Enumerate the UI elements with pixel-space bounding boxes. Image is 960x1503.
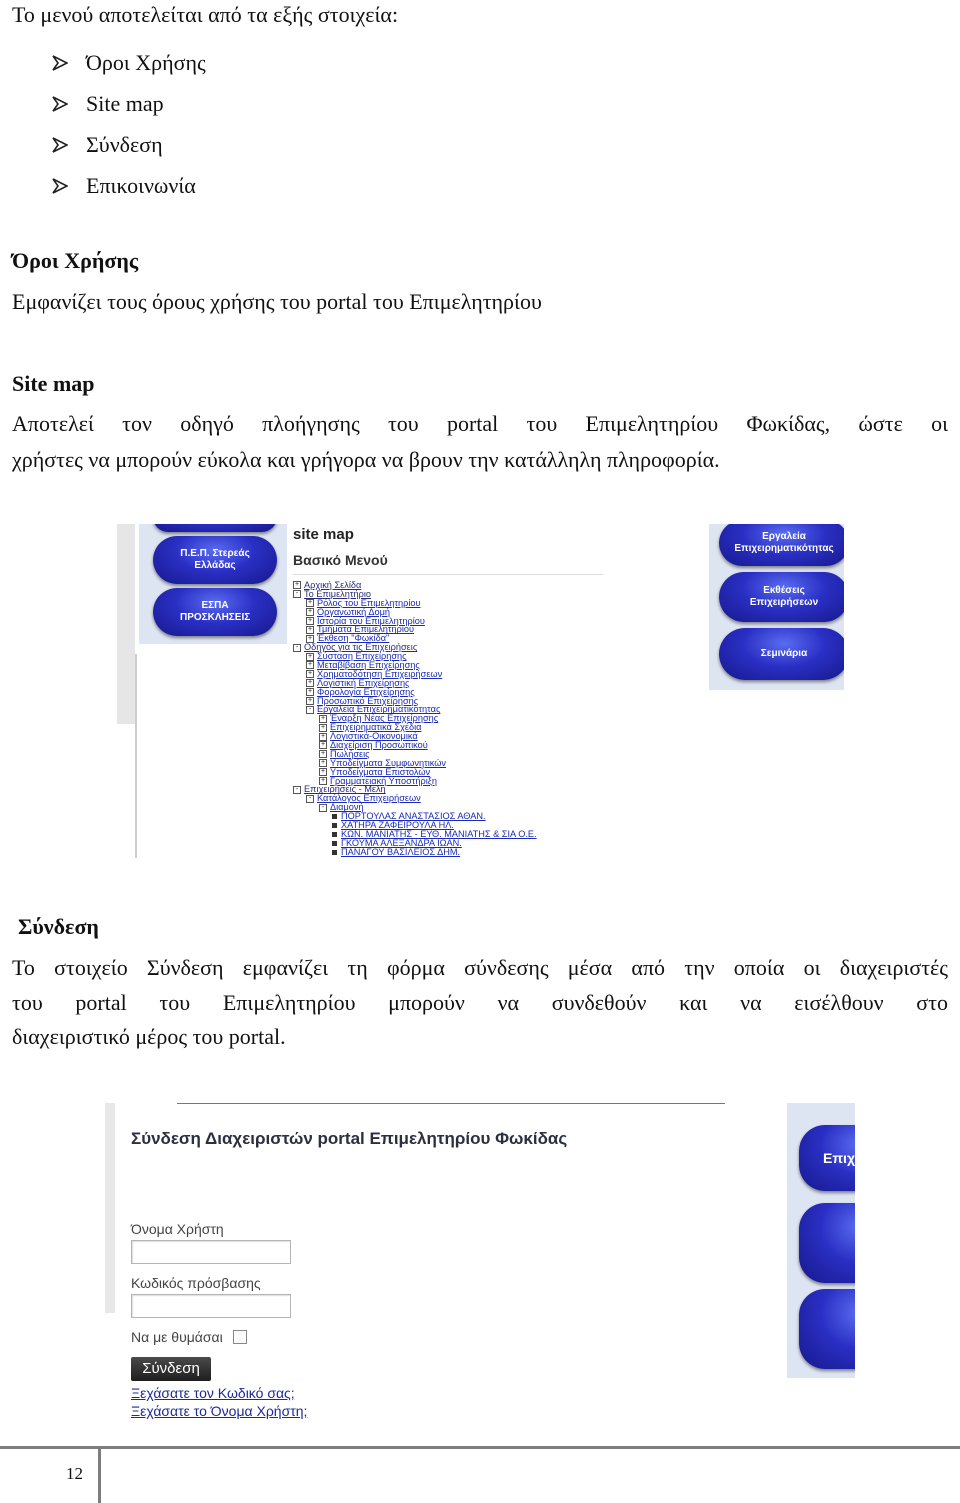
tree-item-link[interactable]: Διαχείριση Προσωπικού: [330, 740, 428, 751]
tree-item-link[interactable]: ΓΚΟΥΜΑ ΑΛΕΞΑΝΔΡΑ ΙΩΑΝ.: [341, 837, 462, 848]
intro-text: Το μενού αποτελείται από τα εξής στοιχεία:: [12, 2, 399, 27]
expand-icon[interactable]: +: [307, 652, 313, 660]
expand-icon[interactable]: +: [307, 697, 313, 705]
forgot-password-link[interactable]: Ξεχάσατε τον Κωδικό σας;: [131, 1385, 295, 1401]
collapse-icon[interactable]: -: [306, 795, 314, 803]
tree-item-link[interactable]: Οργανωτική Δομή: [317, 606, 390, 617]
page-number: 12: [66, 1464, 83, 1483]
expand-icon[interactable]: +: [307, 625, 313, 633]
collapse-icon[interactable]: -: [306, 706, 314, 714]
tree-item-link[interactable]: ΠΟΡΤΟΥΛΑΣ ΑΝΑΣΤΑΣΙΟΣ ΑΘΑΝ.: [341, 811, 486, 822]
footer-divider: [98, 1449, 101, 1503]
sitemap-text-line: Αποτελεί τον οδηγό πλοήγησης του portal του Επιμελητηρίου Φωκίδας, ώστε οι: [12, 411, 948, 436]
tree-item-link[interactable]: Μεταβίβαση Επιχείρησης: [317, 660, 420, 671]
arrow-bullet-icon: [52, 178, 68, 194]
remember-label: Να με θυμάσαι: [131, 1329, 223, 1345]
tree-item-link[interactable]: Σύσταση Επιχείρησης: [317, 651, 407, 662]
side-button[interactable]: Επιχ: [799, 1125, 855, 1191]
expand-icon[interactable]: +: [320, 759, 326, 767]
menu-list: [52, 42, 206, 206]
list-item-label: Site map: [86, 90, 164, 116]
side-button[interactable]: [799, 1289, 855, 1369]
tree-item-link[interactable]: Εργαλεία Επιχειρηματικότητας: [317, 704, 441, 715]
seminars-button[interactable]: Σεμινάρια: [719, 628, 844, 680]
sitemap-screenshot: [117, 524, 844, 858]
expand-icon[interactable]: +: [320, 732, 326, 740]
username-label: Όνομα Χρήστη: [131, 1221, 224, 1237]
expand-icon[interactable]: +: [320, 714, 326, 722]
tree-item-link[interactable]: Γραμματειακή Υποστήριξη: [330, 775, 438, 786]
side-button[interactable]: [799, 1203, 855, 1283]
expand-icon[interactable]: +: [307, 617, 313, 624]
terms-text: Εμφανίζει τους όρους χρήσης του portal του Επιμελητηρίου: [12, 289, 542, 314]
tree-item-link[interactable]: ΚΩΝ. ΜΑΝΙΑΤΗΣ - ΕΥΘ. ΜΑΝΙΑΤΗΣ & ΣΙΑ Ο.Ε.: [341, 828, 537, 839]
tree-item-link[interactable]: Έκθεση "Φωκίδα": [317, 633, 390, 644]
tree-item-link[interactable]: Τμήματα Επιμελητηρίου: [317, 624, 415, 635]
login-text-line: διαχειριστικό μέρος του portal.: [12, 1024, 286, 1049]
expand-icon[interactable]: +: [307, 634, 313, 642]
bullet-square-icon: [332, 850, 337, 855]
tree-item-link[interactable]: Οδηγός για τις Επιχειρήσεις: [304, 642, 418, 653]
sitemap-subtitle: Βασικό Μενού: [293, 552, 388, 568]
sitemap-tree: [293, 581, 537, 857]
login-screenshot: [105, 1103, 855, 1421]
tree-item-link[interactable]: Λογιστική Επιχείρησης: [317, 677, 410, 688]
tree-item-link[interactable]: Έναρξη Νέας Επιχείρησης: [330, 713, 439, 724]
arrow-bullet-icon: [52, 96, 68, 112]
sitemap-text-line: χρήστες να μπορούν εύκολα και γρήγορα να βρουν την κατάλληλη πληροφορία.: [12, 447, 720, 472]
password-input[interactable]: [131, 1294, 291, 1318]
terms-heading: Όροι Χρήσης: [12, 248, 139, 273]
tree-item-link[interactable]: Το Επιμελητήριο: [304, 588, 371, 599]
tree-item-link[interactable]: ΧΑΤΗΡΑ ΖΑΦΕΙΡΟΥΛΑ ΗΛ.: [341, 820, 454, 831]
remember-checkbox[interactable]: [233, 1330, 247, 1344]
tree-item-link[interactable]: Ιστορία του Επιμελητηρίου: [317, 615, 425, 626]
tree-item-link[interactable]: Φορολογία Επιχείρησης: [317, 686, 415, 697]
tree-item: [293, 848, 537, 857]
tree-item-link[interactable]: Πωλήσεις: [330, 748, 370, 759]
expand-icon[interactable]: +: [320, 741, 326, 749]
arrow-bullet-icon: [52, 55, 68, 71]
forgot-username-link[interactable]: Ξεχάσατε το Όνομα Χρήστη;: [131, 1403, 308, 1419]
collapse-icon[interactable]: -: [293, 590, 301, 598]
list-item: [52, 165, 206, 206]
username-input[interactable]: [131, 1240, 291, 1264]
tree-item-link[interactable]: Επιχειρηματικά Σχέδια: [330, 722, 422, 733]
bullet-square-icon: [332, 832, 337, 837]
arrow-bullet-icon: [52, 137, 68, 153]
collapse-icon[interactable]: -: [319, 804, 327, 812]
collapse-icon[interactable]: -: [293, 786, 301, 794]
expand-icon[interactable]: +: [320, 768, 326, 776]
bullet-square-icon: [332, 814, 337, 819]
tree-item-link[interactable]: ΠΑΝΑΓΟΥ ΒΑΣΙΛΕΙΟΣ ΔΗΜ.: [341, 846, 461, 857]
tree-item-link[interactable]: Χρηματοδότηση Επιχειρήσεων: [317, 668, 443, 679]
list-item-label: Επικοινωνία: [86, 172, 196, 198]
expand-icon[interactable]: +: [307, 599, 313, 607]
login-button[interactable]: Σύνδεση: [131, 1357, 211, 1381]
expand-icon[interactable]: +: [307, 670, 313, 678]
tree-item-link[interactable]: Επιχειρήσεις - Μέλη: [304, 784, 386, 795]
login-text-line: Το στοιχείο Σύνδεση εμφανίζει τη φόρμα σύνδεσης μέσα από την οποία οι διαχειριστές: [12, 955, 948, 980]
password-label: Κωδικός πρόσβασης: [131, 1275, 261, 1291]
collapse-icon[interactable]: -: [293, 644, 301, 652]
login-form-title: Σύνδεση Διαχειριστών portal Επιμελητηρίου Φωκίδας: [131, 1129, 568, 1148]
bullet-square-icon: [332, 823, 337, 828]
tree-item-link[interactable]: Αρχική Σελίδα: [304, 580, 362, 590]
list-item: [52, 42, 206, 83]
sitemap-title: site map: [293, 526, 354, 543]
footer-rule: [0, 1446, 960, 1449]
expand-icon[interactable]: +: [320, 777, 326, 785]
tree-item-link[interactable]: Υποδείγματα Συμφωνητικών: [330, 757, 447, 768]
tree-item-link[interactable]: Κατάλογος Επιχειρήσεων: [317, 793, 421, 804]
exhibitions-button[interactable]: Εκθέσεις Επιχειρήσεων: [719, 572, 844, 622]
expand-icon[interactable]: +: [294, 581, 300, 589]
tree-item-link[interactable]: Ρόλος του Επιμελητηρίου: [317, 597, 421, 608]
tree-item-link[interactable]: Λογιστικά-Οικονομικά: [330, 731, 418, 742]
list-item: [52, 83, 206, 124]
expand-icon[interactable]: +: [307, 679, 313, 687]
expand-icon[interactable]: +: [307, 688, 313, 696]
pep-button[interactable]: Π.Ε.Π. Στερεάς Ελλάδας: [153, 536, 277, 584]
tree-item-link[interactable]: Προσωπικό Επιχείρησης: [317, 695, 419, 706]
tools-button[interactable]: Εργαλεία Επιχειρηματικότητας: [719, 524, 844, 566]
expand-icon[interactable]: +: [320, 723, 326, 731]
list-item: [52, 124, 206, 165]
expand-icon[interactable]: +: [320, 750, 326, 758]
espa-button[interactable]: ΕΣΠΑ ΠΡΟΣΚΛΗΣΕΙΣ: [153, 588, 277, 636]
bullet-square-icon: [332, 841, 337, 846]
expand-icon[interactable]: +: [307, 661, 313, 669]
expand-icon[interactable]: +: [307, 608, 313, 616]
login-heading: Σύνδεση: [18, 914, 99, 939]
sitemap-heading: Site map: [12, 371, 95, 396]
login-text-line: του portal του Επιμελητηρίου μπορούν να συνδεθούν και να εισέλθουν στο: [12, 990, 948, 1015]
list-item-label: Σύνδεση: [86, 131, 163, 157]
tree-item-link[interactable]: Υποδείγματα Επιστολών: [330, 766, 431, 777]
tree-item-link[interactable]: Διαμονή: [330, 802, 364, 813]
list-item-label: Όροι Χρήσης: [86, 49, 206, 75]
